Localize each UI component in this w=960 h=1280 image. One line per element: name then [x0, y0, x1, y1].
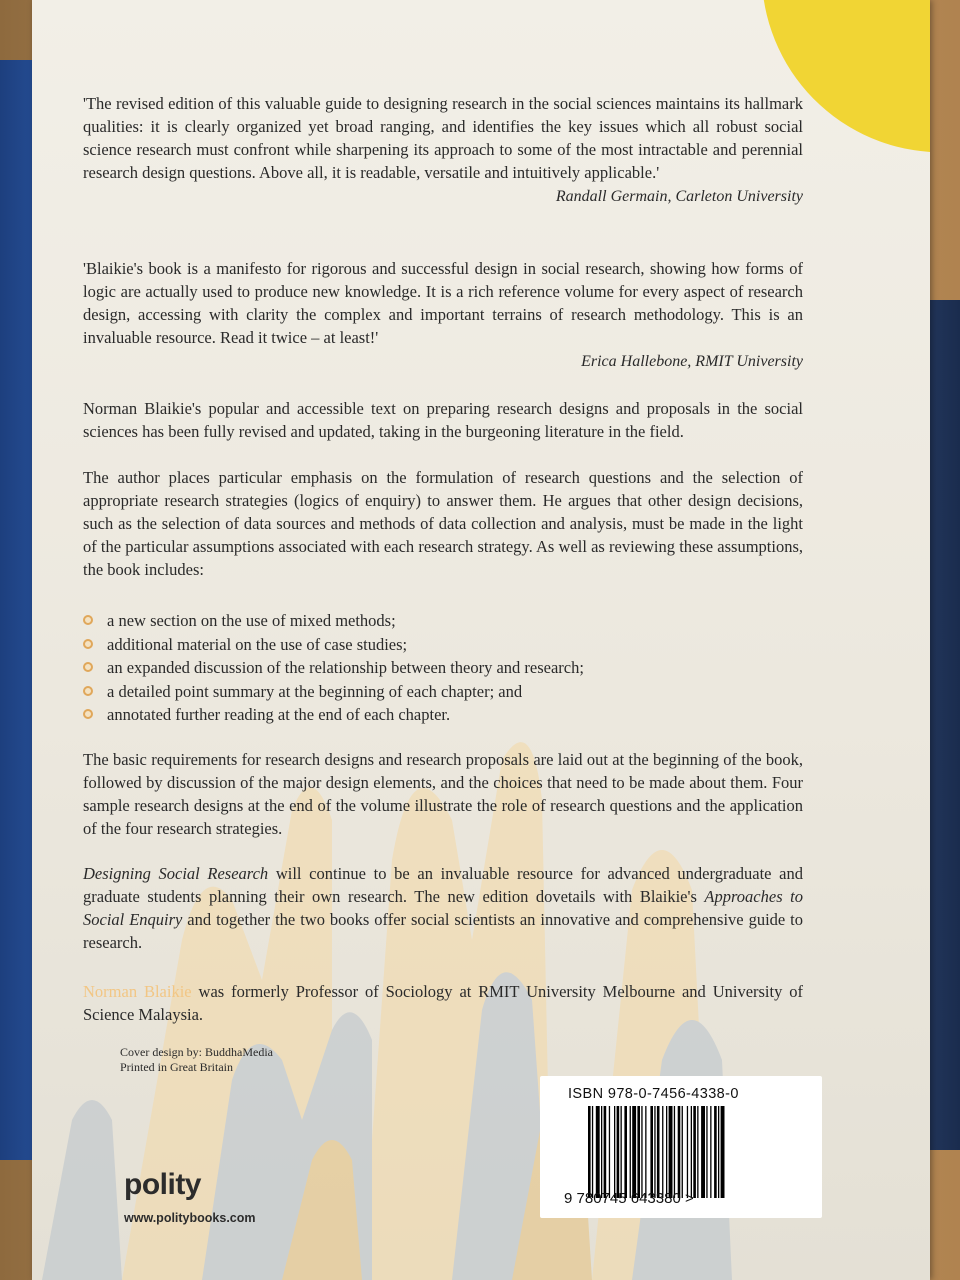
- quote-2-text: 'Blaikie's book is a manifesto for rigorous and successful design in social research, showing how forms of logic are actually used to produce new knowledge. It is a rich reference volume for every aspect of research design, accessing with clarity the complex and important terrains of research methodology. This is an invaluable resource. Read it twice – at least!': [83, 259, 803, 347]
- circle-bullet-icon: [83, 615, 93, 625]
- quote-2-attribution: Erica Hallebone, RMIT University: [581, 353, 803, 370]
- isbn-barcode-block: [540, 1076, 822, 1218]
- book-title: Designing Social Research: [83, 864, 269, 883]
- author-name: Norman Blaikie: [83, 982, 192, 1001]
- requirements-paragraph: [83, 748, 803, 840]
- closing-paragraph: [83, 862, 803, 954]
- list-item: [83, 703, 803, 727]
- features-list: [83, 609, 803, 727]
- isbn-label: ISBN 978-0-7456-4338-0: [568, 1086, 739, 1102]
- closing-text-b: and together the two books offer social scientists an innovative and comprehensive guide to research.: [83, 910, 804, 952]
- author-bio: [83, 980, 803, 1026]
- list-item: [83, 609, 803, 633]
- list-item: [83, 656, 803, 680]
- emphasis-text: The author places particular emphasis on the formulation of research questions and the selection of appropriate research strategies (logics of enquiry) to answer them. He argues that other design decisions, such as the selection of data sources and methods of data collection and analysis, must be made in the light of the particular assumptions associated with each research strategy. As well as reviewing these assumptions, the book includes:: [83, 468, 803, 579]
- quote-1-text: 'The revised edition of this valuable guide to designing research in the social sciences maintains its hallmark qualities: it is clearly organized yet broad ranging, and identifies the key issues which all robust social science research must confront while sharpening its approach to some of the most intractable and perennial research design questions. Above all, it is readable, versatile and intuitively applicable.': [83, 94, 803, 182]
- circle-bullet-icon: [83, 686, 93, 696]
- closing-text-a: will continue to be an invaluable resource for advanced undergraduate and graduate students planning their own research. The new edition dovetails with Blaikie's: [83, 864, 803, 906]
- book-back-cover: [32, 0, 930, 1280]
- circle-bullet-icon: [83, 639, 93, 649]
- list-item: [83, 633, 803, 657]
- intro-paragraph: [83, 397, 803, 443]
- circle-bullet-icon: [83, 662, 93, 672]
- intro-text: Norman Blaikie's popular and accessible text on preparing research designs and proposals in the social sciences has been fully revised and updated, taking in the burgeoning literature in the field.: [83, 399, 803, 441]
- list-item: [83, 680, 803, 704]
- cover-design-credit: Cover design by: BuddhaMedia: [120, 1045, 273, 1059]
- list-item-text: additional material on the use of case studies;: [107, 634, 408, 654]
- review-quote-2: [83, 257, 803, 373]
- closing-text: [83, 862, 803, 954]
- list-item-text: a new section on the use of mixed methods;: [107, 611, 396, 630]
- quote-1-attribution: Randall Germain, Carleton University: [555, 188, 803, 205]
- publisher-url: www.politybooks.com: [124, 1211, 256, 1225]
- list-item-text: a detailed point summary at the beginning of each chapter; and: [107, 681, 523, 701]
- barcode-digits: 9 780745 643380 >: [564, 1190, 694, 1207]
- circle-bullet-icon: [83, 709, 93, 719]
- publisher-logo: polity: [124, 1168, 201, 1201]
- requirements-text: The basic requirements for research designs and research proposals are laid out at the beginning of the book, followed by discussion of the major design elements, and the choices that need to be made about them. Four sample research designs at the end of the volume illustrate the role of research questions and the application of the four research strategies.: [83, 750, 803, 838]
- author-bio-paragraph: [83, 980, 803, 1026]
- list-item-text: an expanded discussion of the relationship between theory and research;: [107, 658, 584, 677]
- barcode-image: [588, 1106, 768, 1198]
- author-bio-text: was formerly Professor of Sociology at RMIT University Melbourne and University of Science Malaysia.: [83, 982, 804, 1024]
- list-item-text: annotated further reading at the end of each chapter.: [107, 705, 451, 724]
- companion-book-title: Approaches to Social Enquiry: [83, 887, 803, 929]
- printed-in-credit: Printed in Great Britain: [120, 1060, 233, 1074]
- review-quote-1: [83, 92, 803, 208]
- emphasis-paragraph: [83, 466, 803, 581]
- credits: [120, 1045, 273, 1075]
